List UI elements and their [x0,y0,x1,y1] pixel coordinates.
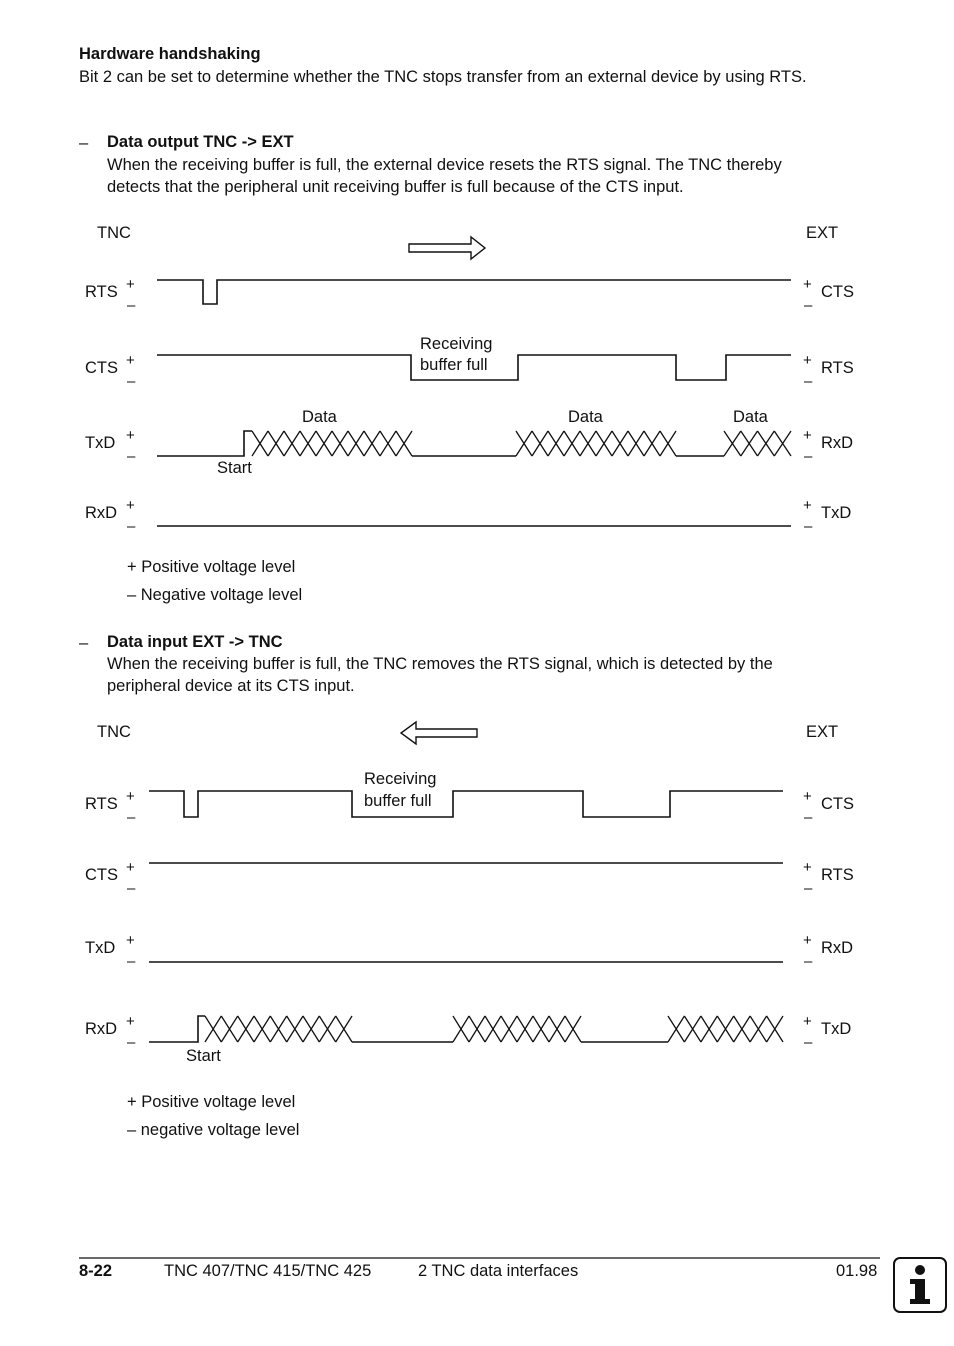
output-row2-right-label: RTS [821,359,854,377]
svg-text:+: + [803,352,812,369]
output-legend-positive: + Positive voltage level [127,558,296,576]
info-icon [895,1259,945,1311]
output-data-burst-1 [252,431,412,456]
output-rts-waveform [157,280,791,304]
input-row2-right-label: RTS [821,866,854,884]
output-row3-left-label: TxD [85,434,116,452]
input-polarity-markers [126,788,813,1051]
input-left-endpoint: TNC [97,723,131,741]
input-start-label: Start [186,1047,221,1065]
footer-models: TNC 407/TNC 415/TNC 425 [164,1262,372,1280]
input-rxd-waveform [149,1016,668,1042]
svg-text:–: – [804,880,813,897]
input-diagram [85,722,854,1139]
svg-text:–: – [804,953,813,970]
output-text-line2: detects that the peripheral unit receiving buffer is full because of the CTS input. [107,178,684,196]
svg-text:–: – [127,297,136,314]
output-row4-right-label: TxD [821,504,852,522]
svg-text:+: + [126,497,135,514]
svg-text:–: – [127,373,136,390]
output-heading: Data output TNC -> EXT [107,133,294,151]
output-row1-right-label: CTS [821,283,854,301]
output-left-endpoint: TNC [97,224,131,242]
svg-text:–: – [804,448,813,465]
output-data-burst-3 [724,431,791,456]
footer-chapter: 2 TNC data interfaces [418,1262,579,1280]
output-text-line1: When the receiving buffer is full, the external device resets the RTS signal. The TNC thereby [107,156,782,174]
input-row2-left-label: CTS [85,866,118,884]
output-right-endpoint: EXT [806,224,839,242]
input-data-burst-2 [453,1016,581,1042]
output-data-burst-2 [516,431,676,456]
input-row4-left-label: RxD [85,1020,118,1038]
input-row3-left-label: TxD [85,939,116,957]
input-dash: – [79,634,89,652]
output-start-label: Start [217,459,252,477]
svg-text:+: + [803,788,812,805]
output-data-label-1: Data [302,408,337,426]
footer-page-number: 8-22 [79,1262,113,1280]
output-row1-left-label: RTS [85,283,118,301]
output-receiving-label: Receiving [420,335,493,353]
input-text-line1: When the receiving buffer is full, the TNC removes the RTS signal, which is detected by the [107,655,773,673]
input-data-burst-1 [205,1016,352,1042]
svg-text:+: + [126,276,135,293]
output-row2-left-label: CTS [85,359,118,377]
input-row1-left-label: RTS [85,795,118,813]
output-dash: – [79,134,89,152]
svg-text:+: + [126,1013,135,1030]
output-buffer-full-label: buffer full [420,356,488,374]
svg-text:–: – [127,448,136,465]
svg-text:–: – [804,518,813,535]
svg-text:–: – [804,809,813,826]
svg-text:+: + [126,352,135,369]
svg-text:+: + [803,427,812,444]
output-row4-left-label: RxD [85,504,118,522]
input-buffer-full-label: buffer full [364,792,432,810]
input-right-endpoint: EXT [806,723,839,741]
section-intro: Bit 2 can be set to determine whether the TNC stops transfer from an external device by using RTS. [79,68,807,86]
svg-text:+: + [803,859,812,876]
output-diagram [85,224,854,604]
svg-text:–: – [804,373,813,390]
input-rts-waveform [149,791,783,817]
svg-text:+: + [126,427,135,444]
input-receiving-label: Receiving [364,770,437,788]
footer-date: 01.98 [836,1262,878,1280]
svg-text:–: – [127,953,136,970]
input-legend-positive: + Positive voltage level [127,1093,296,1111]
arrow-left-icon [401,722,477,744]
svg-text:+: + [126,859,135,876]
output-txd-waveform [157,431,724,456]
input-text-line2: peripheral device at its CTS input. [107,677,355,695]
output-data-label-2: Data [568,408,603,426]
input-heading: Data input EXT -> TNC [107,633,283,651]
svg-text:+: + [803,497,812,514]
svg-text:–: – [127,809,136,826]
svg-text:–: – [127,518,136,535]
input-row3-right-label: RxD [821,939,854,957]
output-polarity-markers [126,276,813,535]
output-row3-right-label: RxD [821,434,854,452]
svg-text:–: – [127,880,136,897]
svg-text:–: – [804,297,813,314]
svg-text:+: + [126,932,135,949]
output-legend-negative: – Negative voltage level [127,586,303,604]
output-data-label-3: Data [733,408,768,426]
section-title: Hardware handshaking [79,45,261,63]
svg-text:–: – [804,1034,813,1051]
input-row1-right-label: CTS [821,795,854,813]
svg-text:+: + [126,788,135,805]
svg-text:–: – [127,1034,136,1051]
input-row4-right-label: TxD [821,1020,852,1038]
info-badge[interactable] [893,1257,947,1313]
svg-text:+: + [803,932,812,949]
arrow-right-icon [409,237,485,259]
svg-text:+: + [803,1013,812,1030]
svg-text:+: + [803,276,812,293]
input-data-burst-3 [668,1016,783,1042]
input-legend-negative: – negative voltage level [127,1121,300,1139]
